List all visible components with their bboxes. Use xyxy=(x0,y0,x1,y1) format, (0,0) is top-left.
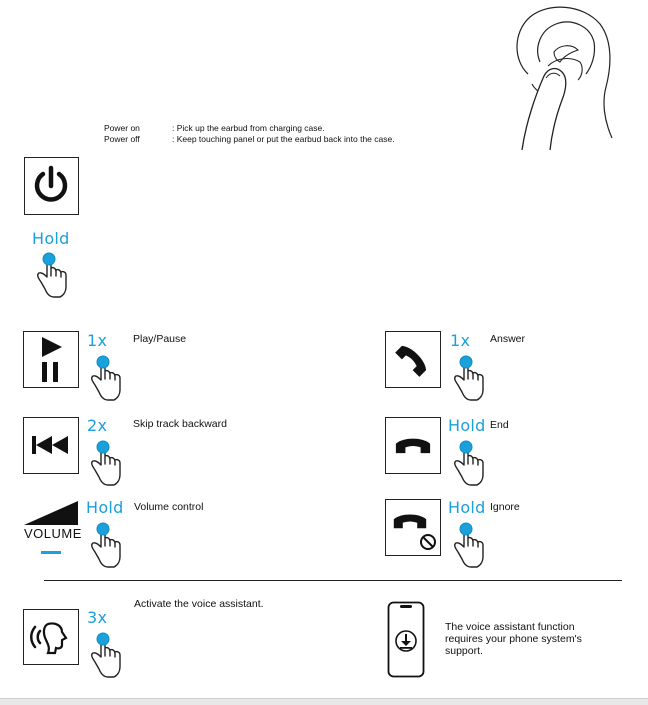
skip-back-gesture: 2x xyxy=(87,416,108,435)
end-call-gesture: Hold xyxy=(448,416,486,435)
end-call-label: End xyxy=(490,419,509,431)
volume-gesture: Hold xyxy=(86,498,124,517)
volume-accent-bar xyxy=(41,551,61,554)
tap-hand-icon xyxy=(84,350,124,402)
ignore-call-icon-box xyxy=(385,499,441,556)
voice-assistant-note: The voice assistant function requires your phone system's support. xyxy=(445,621,582,658)
phone-download-icon xyxy=(387,601,425,678)
answer-label: Answer xyxy=(490,333,526,345)
skip-back-icon-box xyxy=(23,417,79,474)
power-icon xyxy=(25,158,77,213)
voice-assistant-label: Activate the voice assistant. xyxy=(134,598,264,610)
power-off-description: : Keep touching panel or put the earbud back into the case. xyxy=(172,134,395,144)
ignore-call-icon xyxy=(386,500,440,555)
voice-assistant-gesture: 3x xyxy=(87,608,108,627)
power-off-label: Power off xyxy=(104,134,140,144)
play-pause-icon xyxy=(24,332,78,387)
end-call-icon xyxy=(386,418,440,473)
play-pause-label: Play/Pause xyxy=(133,333,187,345)
end-call-icon-box xyxy=(385,417,441,474)
volume-label: Volume control xyxy=(134,501,204,513)
voice-assistant-icon xyxy=(24,610,78,664)
tap-hand-icon xyxy=(84,627,124,679)
power-icon-box xyxy=(24,157,79,215)
ignore-call-gesture: Hold xyxy=(448,498,486,517)
voice-assistant-icon-box xyxy=(23,609,79,665)
tap-hand-icon xyxy=(84,517,124,569)
skip-back-label: Skip track backward xyxy=(133,418,227,430)
power-gesture-label: Hold xyxy=(32,229,70,248)
answer-gesture: 1x xyxy=(450,331,471,350)
tap-hand-icon xyxy=(447,350,487,402)
tap-hand-icon xyxy=(447,435,487,487)
power-on-description: : Pick up the earbud from charging case. xyxy=(172,123,325,133)
play-pause-icon-box xyxy=(23,331,79,388)
tap-hand-icon xyxy=(84,435,124,487)
skip-back-icon xyxy=(24,418,78,473)
power-on-label: Power on xyxy=(104,123,140,133)
section-divider xyxy=(44,580,622,581)
tap-hand-icon xyxy=(30,247,70,299)
answer-phone-icon xyxy=(386,332,440,387)
play-pause-gesture: 1x xyxy=(87,331,108,350)
tap-hand-icon xyxy=(447,517,487,569)
volume-ramp-icon xyxy=(24,501,78,525)
ignore-call-label: Ignore xyxy=(490,501,520,513)
answer-icon-box xyxy=(385,331,441,388)
ear-touch-illustration xyxy=(508,2,618,152)
volume-text: VOLUME xyxy=(24,526,82,541)
